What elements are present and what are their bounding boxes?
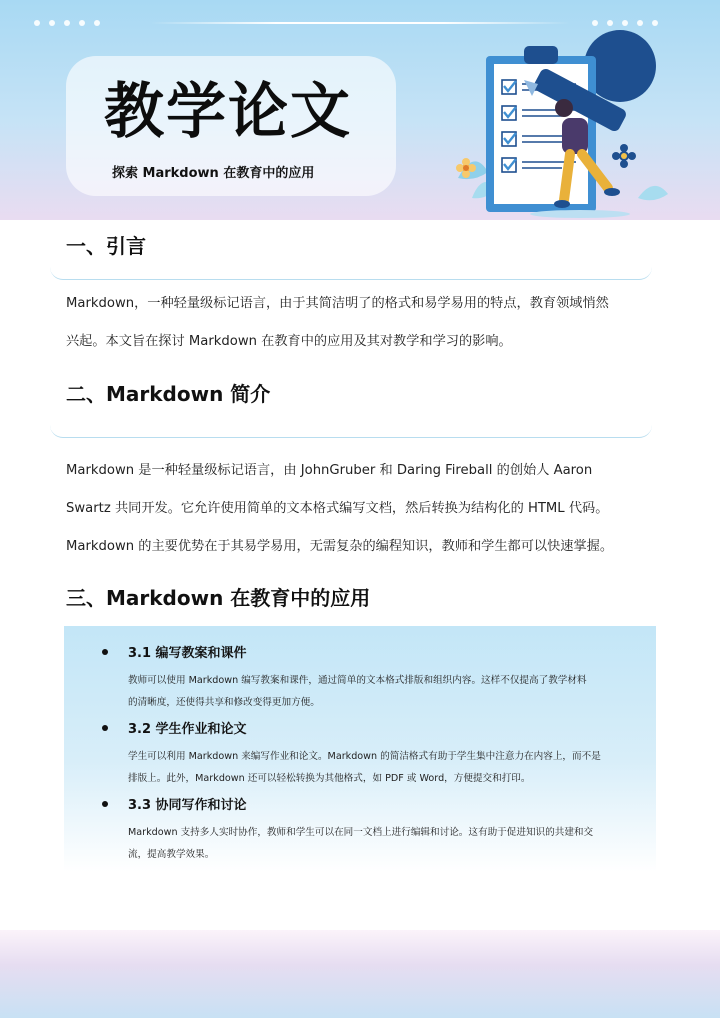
bullet-icon <box>102 801 108 807</box>
description-line: 的清晰度，还使得共享和修改变得更加方便。 <box>128 697 320 708</box>
decorative-dots-right <box>592 20 658 26</box>
paragraph-line: Markdown，一种轻量级标记语言，由于其简洁明了的格式和易学易用的特点，教育领域悄然 <box>66 296 609 311</box>
decorative-line <box>150 22 570 24</box>
paragraph-line: Swartz 共同开发。它允许使用简单的文本格式编写文档，然后转换为结构化的 HTML 代码。 <box>66 501 609 516</box>
markdown-intro-paragraph <box>66 452 656 566</box>
bullet-icon <box>102 649 108 655</box>
intro-paragraph <box>66 285 656 361</box>
decorative-dots-left <box>34 20 100 26</box>
section-heading-applications: 三、Markdown 在教育中的应用 <box>66 586 371 610</box>
list-item-description <box>128 822 648 866</box>
section-divider <box>50 267 652 280</box>
list-item-description <box>128 670 648 714</box>
header-banner <box>0 0 720 220</box>
footer-banner <box>0 930 720 1018</box>
description-line: 排版上。此外，Markdown 还可以轻松转换为其他格式，如 PDF 或 Word，方便提交和打印。 <box>128 773 531 784</box>
clipboard-clip <box>524 46 558 64</box>
list-item-title: 3.3 协同写作和讨论 <box>128 798 247 813</box>
list-item-title: 3.1 编写教案和课件 <box>128 646 247 661</box>
description-line: Markdown 支持多人实时协作，教师和学生可以在同一文档上进行编辑和讨论。这有助于促进知识的共建和交 <box>128 827 594 838</box>
list-item-title: 3.2 学生作业和论文 <box>128 722 247 737</box>
paragraph-line: 兴起。本文旨在探讨 Markdown 在教育中的应用及其对教学和学习的影响。 <box>66 334 512 349</box>
list-item-description <box>128 746 648 790</box>
leaf-right <box>638 186 668 200</box>
section-divider <box>50 425 652 438</box>
title-card <box>66 56 396 196</box>
description-line: 教师可以使用 Markdown 编写教案和课件，通过简单的文本格式排版和组织内容。这样不仅提高了教学材料 <box>128 675 587 686</box>
page-subtitle: 探索 Markdown 在教育中的应用 <box>112 166 315 181</box>
paragraph-line: Markdown 的主要优势在于其易学易用，无需复杂的编程知识，教师和学生都可以快速掌握。 <box>66 539 614 554</box>
ground-shadow <box>530 210 630 218</box>
description-line: 流，提高教学效果。 <box>128 849 215 860</box>
clipboard-checklist-illustration <box>452 28 672 220</box>
paragraph-line: Markdown 是一种轻量级标记语言，由 JohnGruber 和 Daring Fireball 的创始人 Aaron <box>66 463 593 478</box>
description-line: 学生可以利用 Markdown 来编写作业和论文。Markdown 的简洁格式有助于学生集中注意力在内容上，而不是 <box>128 751 601 762</box>
section-heading-markdown-intro: 二、Markdown 简介 <box>66 382 271 406</box>
applications-panel <box>64 626 656 872</box>
flower-icon-right <box>612 144 636 168</box>
page-title: 教学论文 <box>104 77 352 147</box>
bullet-icon <box>102 725 108 731</box>
section-heading-intro: 一、引言 <box>66 234 146 258</box>
